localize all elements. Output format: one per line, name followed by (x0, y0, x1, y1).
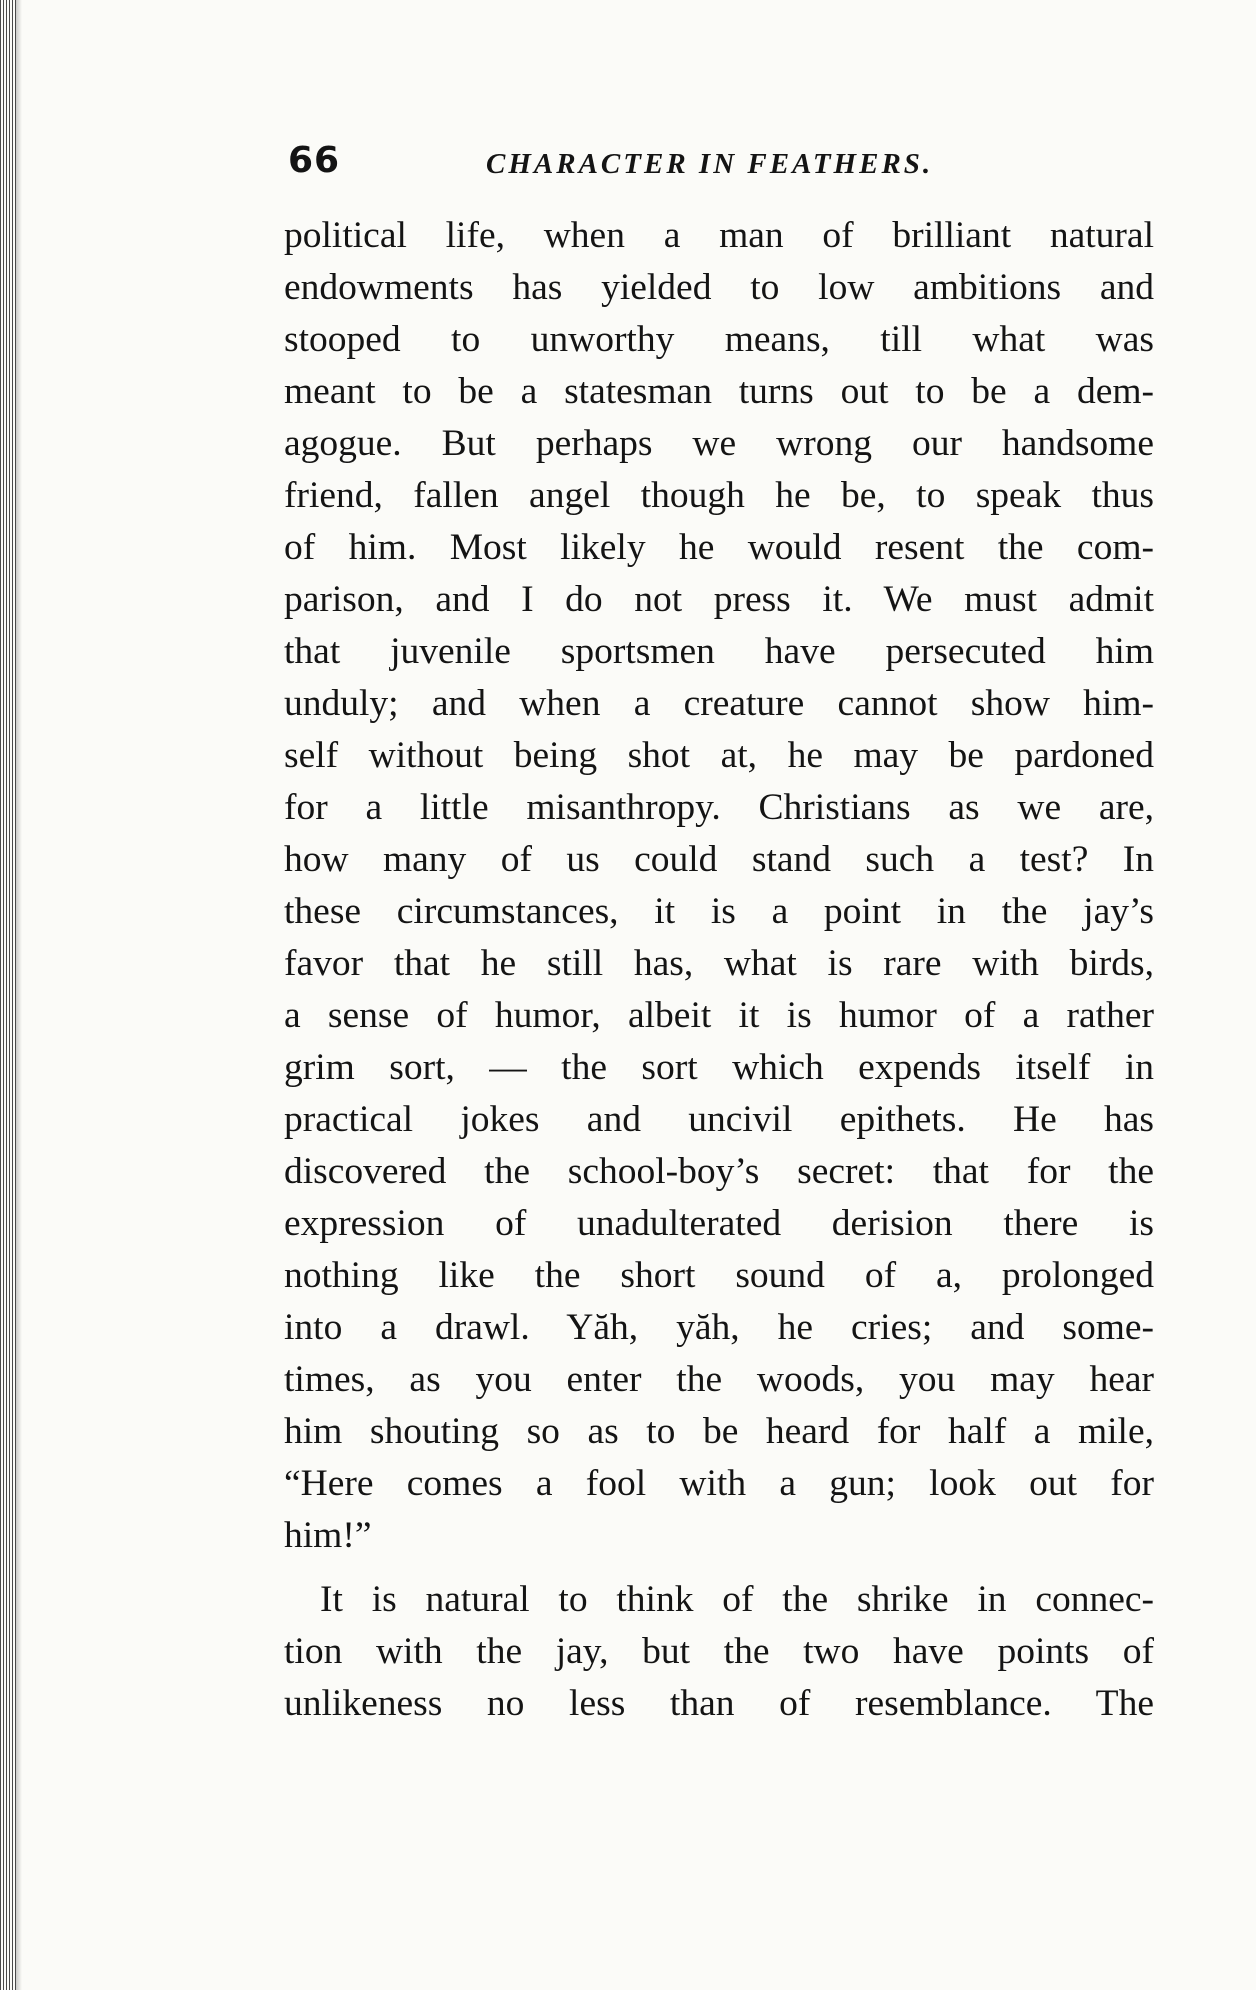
text-line: into a drawl. Yăh, yăh, he cries; and some- (284, 1307, 1154, 1348)
paragraph-2 (284, 1574, 1154, 1730)
text-line: stooped to unworthy means, till what was (284, 319, 1154, 360)
text-line: meant to be a statesman turns out to be a dem- (284, 371, 1154, 412)
text-line: expression of unadulterated derision there is (284, 1203, 1154, 1244)
text-line: how many of us could stand such a test? In (284, 839, 1154, 880)
book-page (284, 140, 1154, 1730)
text-line: It is natural to think of the shrike in connec- (320, 1579, 1154, 1620)
text-line: parison, and I do not press it. We must admit (284, 579, 1154, 620)
text-line: self without being shot at, he may be pardoned (284, 735, 1154, 776)
text-line: unduly; and when a creature cannot show him- (284, 683, 1154, 724)
text-line: for a little misanthropy. Christians as we are, (284, 787, 1154, 828)
text-line: a sense of humor, albeit it is humor of a rather (284, 995, 1154, 1036)
text-line: practical jokes and uncivil epithets. He has (284, 1099, 1154, 1140)
text-line: him shouting so as to be heard for half a mile, (284, 1411, 1154, 1452)
text-line: him!” (284, 1515, 372, 1556)
binding-edge (0, 0, 16, 1990)
text-line: of him. Most likely he would resent the com- (284, 527, 1154, 568)
body-text (284, 210, 1154, 1730)
text-line: endowments has yielded to low ambitions and (284, 267, 1154, 308)
text-line: agogue. But perhaps we wrong our handsome (284, 423, 1154, 464)
text-line: favor that he still has, what is rare with birds, (284, 943, 1154, 984)
running-head (284, 140, 1154, 190)
text-line: grim sort, — the sort which expends itself in (284, 1047, 1154, 1088)
text-line: unlikeness no less than of resemblance. The (284, 1683, 1154, 1724)
text-line: these circumstances, it is a point in the jay’s (284, 891, 1154, 932)
text-line: friend, fallen angel though he be, to speak thus (284, 475, 1154, 516)
page-number: 66 (288, 140, 341, 181)
text-line: tion with the jay, but the two have points of (284, 1631, 1154, 1672)
binding-shadow (16, 0, 22, 1990)
paragraph-1 (284, 210, 1154, 1562)
text-line: “Here comes a fool with a gun; look out for (284, 1463, 1154, 1504)
text-line: that juvenile sportsmen have persecuted him (284, 631, 1154, 672)
running-title: CHARACTER IN FEATHERS. (486, 148, 934, 180)
text-line: discovered the school-boy’s secret: that for the (284, 1151, 1154, 1192)
text-line: political life, when a man of brilliant natural (284, 215, 1154, 256)
text-line: times, as you enter the woods, you may hear (284, 1359, 1154, 1400)
text-line: nothing like the short sound of a, prolonged (284, 1255, 1154, 1296)
